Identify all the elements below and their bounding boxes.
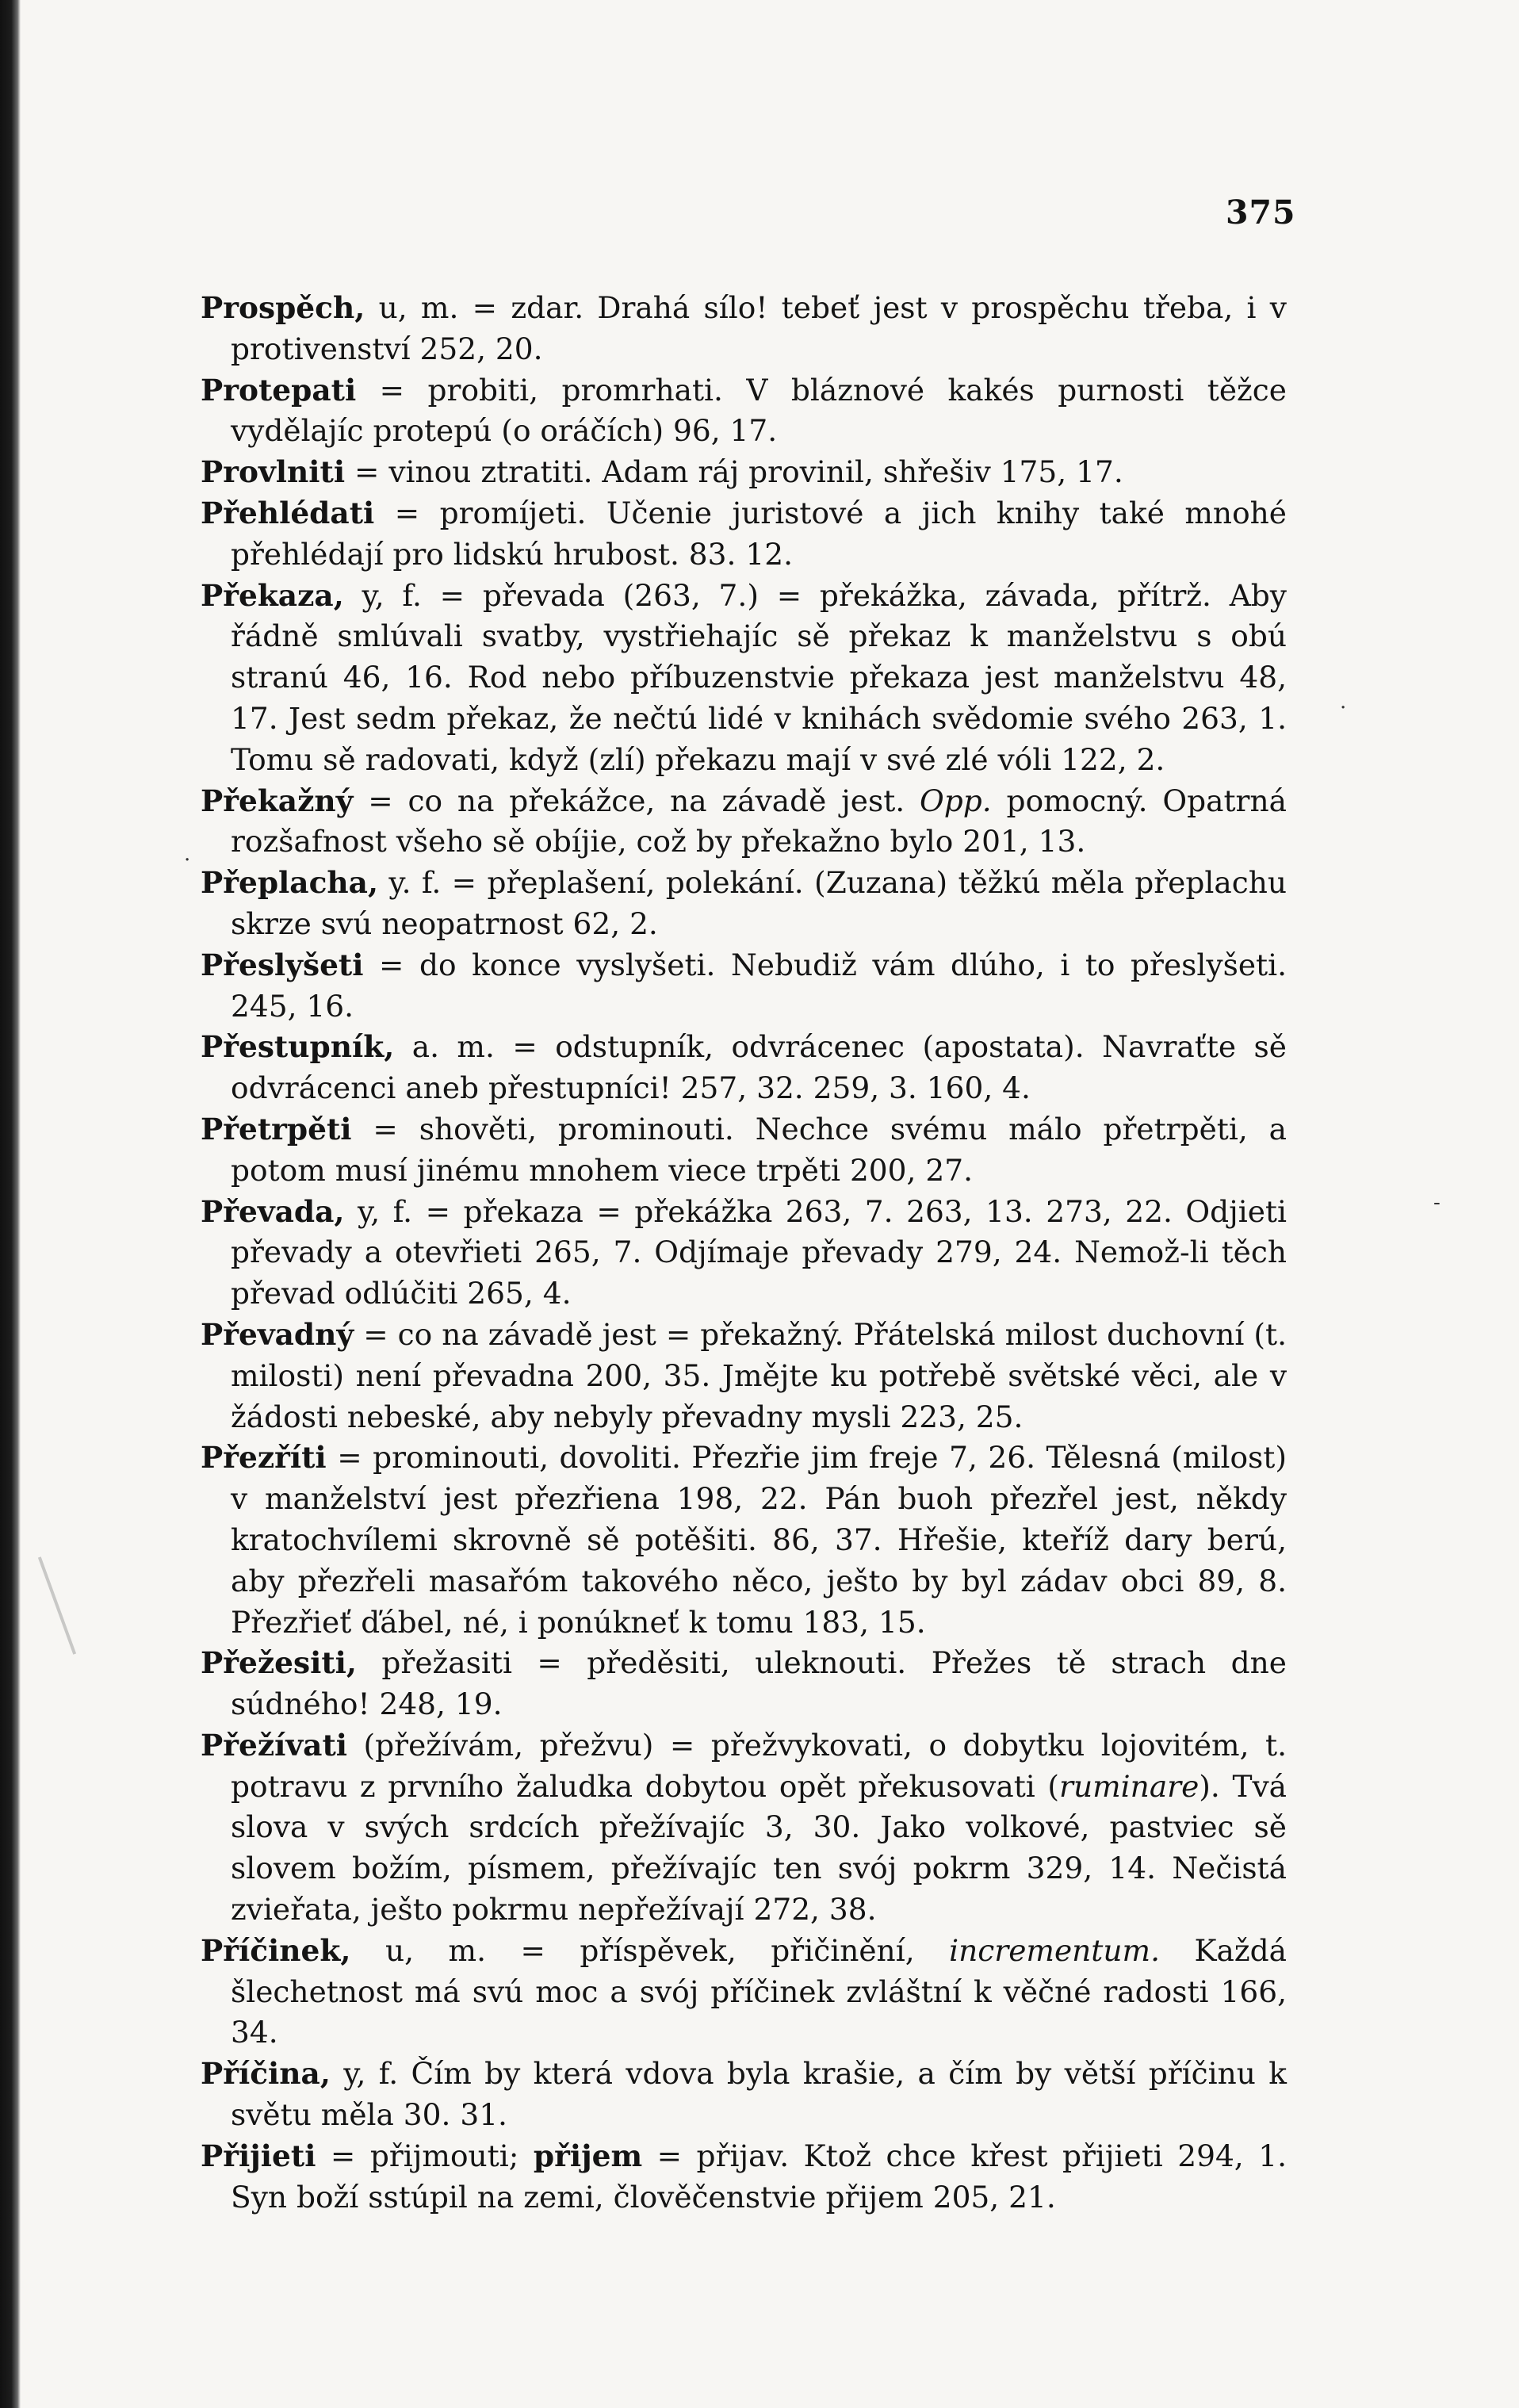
definition-emphasis: ruminare [1059,1768,1200,1804]
speck: . [184,842,191,866]
definition-emphasis: incrementum. [949,1932,1160,1968]
headword: Přežívati [201,1727,348,1763]
entry-prijieti [201,2136,1287,2218]
definition: = probiti, promrhati. V bláznové kakés purnosti těžce vydělajíc protepú (o oráčích) 96, 17. [231,372,1287,449]
headword: Přezříti [201,1440,327,1476]
definition: u, m. = zdar. Drahá sílo! tebeť jest v prospěchu třeba, i v protivenství 252, 20. [231,290,1287,366]
entry-prospech [201,288,1287,370]
headword: Přestupník, [201,1029,395,1065]
entry-prezriti [201,1438,1287,1643]
headword: Přehlédati [201,495,375,530]
entry-protepati [201,370,1287,453]
definition: (přežívám, přežvu) = přežvykovati, o dobytku lojovitém, t. potravu z prvního žaludka dobytou opět překusovati ( [231,1727,1287,1804]
definition: pomocný. Opatrná rozšafnost všeho sě obíjie, což by překažno bylo 201, 13. [231,783,1287,859]
headword: Prospěch, [201,290,365,325]
headword: Převada, [201,1193,345,1229]
entry-pricina [201,2054,1287,2136]
speck: - [1433,1191,1441,1215]
definition: přežasiti = předěsiti, uleknouti. Přežes tě strach dne súdného! 248, 19. [231,1645,1287,1722]
definition: = promíjeti. Učenie juristové a jich knihy také mnohé přehlédají pro lidskú hrubost. 83. 12. [231,495,1287,572]
dictionary-entries [201,288,1287,2218]
entry-prekazny [201,781,1287,863]
definition: = přijav. Ktož chce křest přijieti 294, 1. Syn boží sstúpil na zemi, člověčenstvie přijem 205, 21. [231,2138,1287,2215]
headword: Provlniti [201,454,346,490]
entry-pretrpeti [201,1109,1287,1192]
scan-edge [0,0,21,2408]
speck: . [1340,690,1347,714]
headword: Přetrpěti [201,1111,352,1147]
definition: y, f. = převada (263, 7.) = překážka, závada, přítrž. Aby řádně smlúvali svatby, vystřiehajíc sě překaz k manželstvu s obú stranú 46, 16. Rod nebo příbuzenstvie překaza jest manželstvu 48, 17. Jest sedm překaz, že nečtú lidé v knihách svědomie svého 263, 1. Tomu sě radovati, když (zlí) překazu mají v své zlé vóli 122, 2. [231,577,1287,777]
definition: u, m. = příspěvek, přičinění, [350,1932,950,1968]
definition: = co na překážce, na závadě jest. [353,783,920,818]
headword: Převadný [201,1316,354,1352]
entry-prekaza [201,576,1287,781]
definition: a. m. = odstupník, odvrácenec (apostata). Navraťte sě odvrácenci aneb přestupníci! 257, 32. 259, 3. 160, 4. [231,1029,1287,1106]
entry-prehledati [201,493,1287,576]
definition: = prominouti, dovoliti. Přezřie jim freje 7, 26. Tělesná (milost) v manželství jest přezřiena 198, 22. Pán buoh přezřel jest, někdy kratochvílemi skrovně sě potěšiti. 86, 37. Hřešie, kteříž dary berú, aby přezřeli masařóm takového něco, ješto by byl zádav obci 89, 8. Přezřieť ďábel, né, i ponúkneť k tomu 183, 15. [231,1440,1287,1640]
definition: y, f. Čím by která vdova byla krašie, a čím by větší příčinu k světu měla 30. 31. [231,2056,1287,2133]
headword: Přeplacha, [201,865,379,901]
definition: = do konce vyslyšeti. Nebudiž vám dlúho, i to přeslyšeti. 245, 16. [231,947,1287,1024]
entry-prezivati [201,1725,1287,1931]
definition: y, f. = překaza = překážka 263, 7. 263, 13. 273, 22. Odjieti převady a otevřieti 265, 7. Odjímaje převady 279, 24. Nemož-li těch převad odlúčiti 265, 4. [231,1193,1287,1311]
headword: Přežesiti, [201,1645,357,1681]
entry-prevadny [201,1315,1287,1438]
definition: = shověti, prominouti. Nechce svému málo přetrpěti, a potom musí jinému mnohem viece trpěti 200, 27. [231,1111,1287,1188]
entry-prestupnik [201,1027,1287,1109]
headword: Příčina, [201,2056,331,2092]
headword: Překažný [201,783,354,818]
entry-preplacha [201,863,1287,945]
headword: Protepati [201,372,357,408]
entry-prevada [201,1192,1287,1315]
definition: = přijmouti; [316,2138,534,2173]
definition: = co na závadě jest = překažný. Přátelská milost duchovní (t. milosti) není převadna 200, 35. Jmějte ku potřebě světské věci, ale v žádosti nebeské, aby nebyly převadny mysli 223, 25. [231,1316,1287,1434]
definition: Každá šlechetnost má svú moc a svój příčinek zvláštní k věčné radosti 166, 34. [231,1932,1287,2050]
page-number: 375 [1226,193,1296,232]
entry-pricinek [201,1931,1287,2054]
definition: ). Tvá slova v svých srdcích přežívajíc 3, 30. Jako volkové, pastviec sě slovem božím, písmem, přežívajíc ten svój pokrm 329, 14. Nečistá zvieřata, ješto pokrmu nepřežívají 272, 38. [231,1768,1287,1928]
headword-secondary: přijem [533,2138,643,2173]
headword: Přeslyšeti [201,947,364,982]
entry-prezesiti [201,1643,1287,1725]
entry-proviniti [201,452,1287,493]
headword: Příčinek, [201,1932,351,1968]
headword: Přijieti [201,2138,316,2173]
headword: Překaza, [201,577,344,613]
definition-emphasis: Opp. [920,783,992,818]
definition: y. f. = přeplašení, polekání. (Zuzana) těžkú měla přeplachu skrze svú neopatrnost 62, 2. [231,865,1287,941]
entry-preslyseti [201,945,1287,1028]
definition: = vinou ztratiti. Adam ráj provinil, shřešiv 175, 17. [345,454,1123,490]
pen-stroke [38,1556,76,1655]
